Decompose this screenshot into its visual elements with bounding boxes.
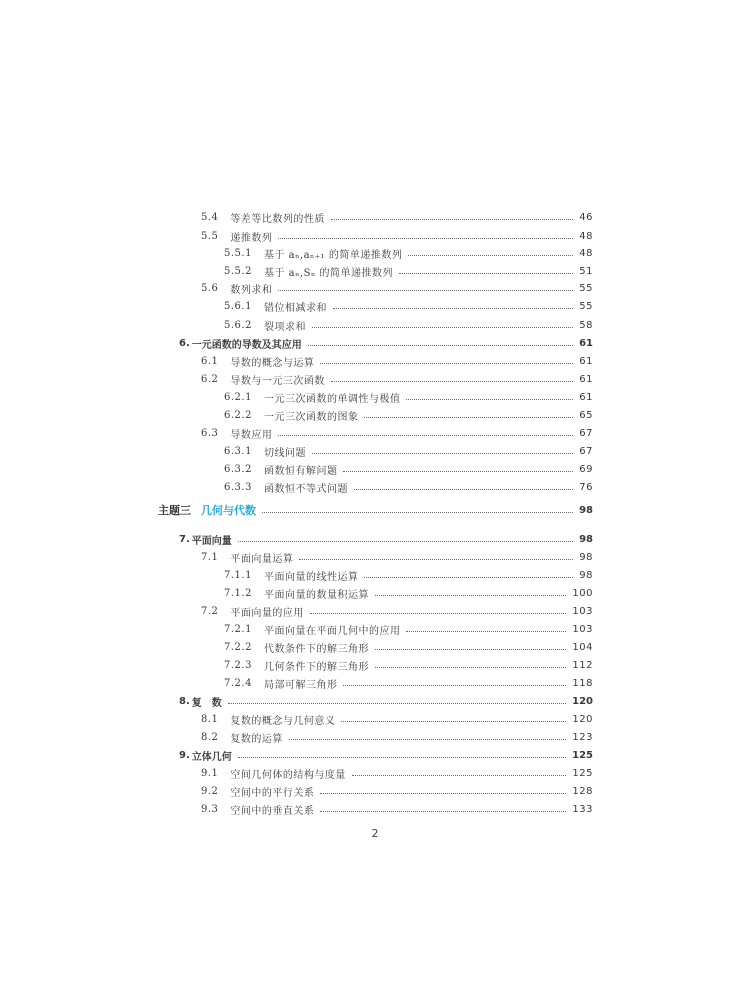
toc-entry-l1[interactable] [201, 800, 593, 818]
toc-entry-number: 5.5.1 [224, 247, 252, 259]
toc-entry-l2[interactable] [224, 244, 593, 262]
toc-entry-page: 58 [579, 319, 593, 331]
toc-entry-title: 空间中的垂直关系 [230, 805, 315, 817]
dot-leader [238, 757, 566, 758]
toc-entry-page: 55 [579, 282, 593, 294]
toc-entry-l2[interactable] [224, 478, 593, 496]
toc-entry-page: 133 [572, 803, 593, 815]
toc-entry-number: 6.2.2 [224, 409, 252, 421]
toc-entry-number: 8.2 [201, 731, 219, 743]
dot-leader [343, 685, 566, 686]
toc-entry-title: 平面向量 [191, 535, 232, 547]
toc-entry-number: 5.5 [201, 230, 219, 242]
dot-leader [331, 381, 573, 382]
toc-entry-l1[interactable] [201, 424, 593, 442]
toc-entry-title: 平面向量运算 [230, 553, 294, 565]
toc-entry-chapter[interactable] [179, 530, 593, 548]
toc-entry-page: 112 [572, 659, 593, 671]
dot-leader [278, 290, 573, 291]
toc-entry-title: 切线问题 [263, 447, 306, 459]
toc-entry-title: 复 数 [191, 697, 222, 709]
toc-entry-l1[interactable] [201, 227, 593, 245]
toc-entry-l2[interactable] [224, 297, 593, 315]
toc-entry-title: 几何与代数 [201, 504, 256, 517]
toc-entry-page: 103 [572, 605, 593, 617]
toc-entry-title: 空间中的平行关系 [230, 787, 315, 799]
toc-entry-title: 等差等比数列的性质 [230, 213, 325, 225]
toc-entry-number: 7.1 [201, 551, 219, 563]
toc-entry-number: 8.1 [201, 713, 219, 725]
dot-leader [312, 453, 573, 454]
toc-entry-number: 7. [179, 533, 190, 545]
page-number: 2 [371, 827, 379, 840]
toc-entry-title: 基于 aₙ,aₙ₊₁ 的简单递推数列 [263, 249, 403, 261]
toc-entry-l2[interactable] [224, 566, 593, 584]
dot-leader [406, 631, 566, 632]
toc-entry-number: 7.2.1 [224, 623, 252, 635]
toc-entry-page: 61 [579, 391, 593, 403]
toc-entry-page: 125 [572, 749, 593, 761]
toc-entry-theme[interactable] [158, 500, 593, 520]
toc-entry-l1[interactable] [201, 548, 593, 566]
toc-entry-page: 98 [579, 504, 593, 516]
toc-entry-title: 导数的概念与运算 [230, 357, 315, 369]
dot-leader [375, 595, 566, 596]
toc-entry-number: 7.2.2 [224, 641, 252, 653]
toc-entry-page: 100 [572, 587, 593, 599]
toc-entry-page: 128 [572, 785, 593, 797]
dot-leader [364, 577, 573, 578]
toc-entry-chapter[interactable] [179, 692, 593, 710]
toc-entry-number: 7.1.2 [224, 587, 252, 599]
toc-entry-title: 平面向量的数量积运算 [263, 589, 369, 601]
toc-entry-l2[interactable] [224, 638, 593, 656]
toc-entry-page: 51 [579, 265, 593, 277]
dot-leader [262, 512, 573, 513]
toc-entry-number: 9.2 [201, 785, 219, 797]
toc-entry-page: 48 [579, 247, 593, 259]
toc-entry-page: 61 [579, 373, 593, 385]
toc-entry-number: 9.3 [201, 803, 219, 815]
toc-entry-number: 6.3.3 [224, 481, 252, 493]
toc-entry-l1[interactable] [201, 279, 593, 297]
toc-entry-number: 6.3 [201, 427, 219, 439]
dot-leader [333, 308, 573, 309]
toc-entry-number: 6.1 [201, 355, 219, 367]
toc-entry-l1[interactable] [201, 602, 593, 620]
toc-entry-page: 55 [579, 300, 593, 312]
toc-entry-title: 平面向量在平面几何中的应用 [263, 625, 401, 637]
dot-leader [352, 775, 567, 776]
toc-entry-l2[interactable] [224, 388, 593, 406]
toc-entry-number: 7.1.1 [224, 569, 252, 581]
toc-entry-l2[interactable] [224, 442, 593, 460]
dot-leader [375, 649, 566, 650]
toc-entry-l2[interactable] [224, 316, 593, 334]
toc-entry-number: 5.6.1 [224, 300, 252, 312]
toc-entry-number: 7.2 [201, 605, 219, 617]
toc-entry-number: 6.3.1 [224, 445, 252, 457]
toc-entry-title: 数列求和 [230, 284, 273, 296]
toc-entry-number: 9. [179, 749, 190, 761]
toc-entry-title: 平面向量的应用 [230, 607, 304, 619]
toc-entry-page: 98 [579, 569, 593, 581]
dot-leader [238, 541, 573, 542]
dot-leader [354, 489, 573, 490]
dot-leader [310, 613, 567, 614]
toc-entry-page: 46 [579, 211, 593, 223]
toc-entry-l2[interactable] [224, 584, 593, 602]
toc-entry-number: 6. [179, 337, 190, 349]
toc-entry-title: 空间几何体的结构与度量 [230, 769, 346, 781]
toc-entry-page: 69 [579, 463, 593, 475]
toc-entry-number: 8. [179, 695, 190, 707]
toc-entry-l1[interactable] [201, 782, 593, 800]
toc-entry-page: 61 [579, 355, 593, 367]
toc-entry-page: 65 [579, 409, 593, 421]
toc-entry-l1[interactable] [201, 710, 593, 728]
toc-entry-number: 7.2.4 [224, 677, 252, 689]
toc-entry-page: 120 [572, 713, 593, 725]
toc-entry-number: 7.2.3 [224, 659, 252, 671]
toc-entry-title: 立体几何 [191, 751, 232, 763]
toc-entry-page: 103 [572, 623, 593, 635]
toc-entry-title: 递推数列 [230, 232, 273, 244]
dot-leader [364, 417, 573, 418]
dot-leader [399, 273, 573, 274]
toc-entry-page: 104 [572, 641, 593, 653]
dot-leader [343, 471, 573, 472]
toc-entry-title: 复数的概念与几何意义 [230, 715, 336, 727]
dot-leader [375, 667, 566, 668]
toc-entry-l1[interactable] [201, 208, 593, 226]
toc-entry-title: 基于 aₙ,Sₙ 的简单递推数列 [263, 267, 393, 279]
toc-entry-title: 局部可解三角形 [263, 679, 338, 691]
toc-entry-number: 6.2.1 [224, 391, 252, 403]
toc-entry-page: 125 [572, 767, 593, 779]
dot-leader [299, 559, 573, 560]
toc-entry-number: 5.6.2 [224, 319, 252, 331]
toc-entry-page: 98 [579, 533, 593, 545]
toc-entry-l2[interactable] [224, 674, 593, 692]
toc-entry-l1[interactable] [201, 728, 593, 746]
toc-entry-l1[interactable] [201, 352, 593, 370]
dot-leader [278, 435, 573, 436]
dot-leader [408, 255, 573, 256]
toc-entry-title: 几何条件下的解三角形 [263, 661, 369, 673]
toc-entry-l2[interactable] [224, 620, 593, 638]
dot-leader [331, 219, 573, 220]
toc-entry-title: 函数恒有解问题 [263, 465, 338, 477]
toc-entry-title: 代数条件下的解三角形 [263, 643, 369, 655]
dot-leader [320, 793, 566, 794]
toc-entry-number: 5.6 [201, 282, 219, 294]
toc-entry-page: 48 [579, 230, 593, 242]
dot-leader [341, 721, 566, 722]
toc-entry-title: 导数与一元三次函数 [230, 375, 325, 387]
toc-entry-l1[interactable] [201, 370, 593, 388]
toc-entry-title: 一元三次函数的单调性与极值 [263, 393, 401, 405]
toc-entry-l2[interactable] [224, 406, 593, 424]
dot-leader [312, 327, 573, 328]
toc-entry-title: 复数的运算 [230, 733, 283, 745]
toc-entry-chapter[interactable] [179, 334, 593, 352]
toc-entry-l2[interactable] [224, 262, 593, 280]
toc-entry-l1[interactable] [201, 764, 593, 782]
toc-entry-title: 一元函数的导数及其应用 [191, 339, 302, 351]
toc-entry-title: 一元三次函数的图象 [263, 411, 359, 423]
toc-entry-number: 6.2 [201, 373, 219, 385]
toc-entry-number: 主题三 [158, 504, 191, 517]
toc-entry-title: 导数应用 [230, 429, 273, 441]
toc-entry-l2[interactable] [224, 460, 593, 478]
dot-leader [228, 703, 566, 704]
toc-entry-page: 118 [572, 677, 593, 689]
toc-entry-title: 裂项求和 [263, 321, 306, 333]
toc-entry-number: 5.4 [201, 211, 219, 223]
toc-entry-page: 120 [572, 695, 593, 707]
dot-leader [278, 238, 573, 239]
toc-entry-title: 平面向量的线性运算 [263, 571, 359, 583]
toc-entry-number: 5.5.2 [224, 265, 252, 277]
toc-entry-title: 函数恒不等式问题 [263, 483, 348, 495]
toc-entry-page: 61 [579, 337, 593, 349]
toc-entry-chapter[interactable] [179, 746, 593, 764]
dot-leader [406, 399, 573, 400]
toc-entry-page: 67 [579, 427, 593, 439]
toc-entry-number: 6.3.2 [224, 463, 252, 475]
toc-entry-page: 76 [579, 481, 593, 493]
dot-leader [308, 345, 573, 346]
toc-entry-number: 9.1 [201, 767, 219, 779]
toc-entry-title: 错位相减求和 [263, 302, 327, 314]
toc-entry-page: 98 [579, 551, 593, 563]
toc-entry-l2[interactable] [224, 656, 593, 674]
dot-leader [289, 739, 567, 740]
toc-entry-page: 67 [579, 445, 593, 457]
dot-leader [320, 363, 573, 364]
dot-leader [320, 811, 566, 812]
toc-entry-page: 123 [572, 731, 593, 743]
